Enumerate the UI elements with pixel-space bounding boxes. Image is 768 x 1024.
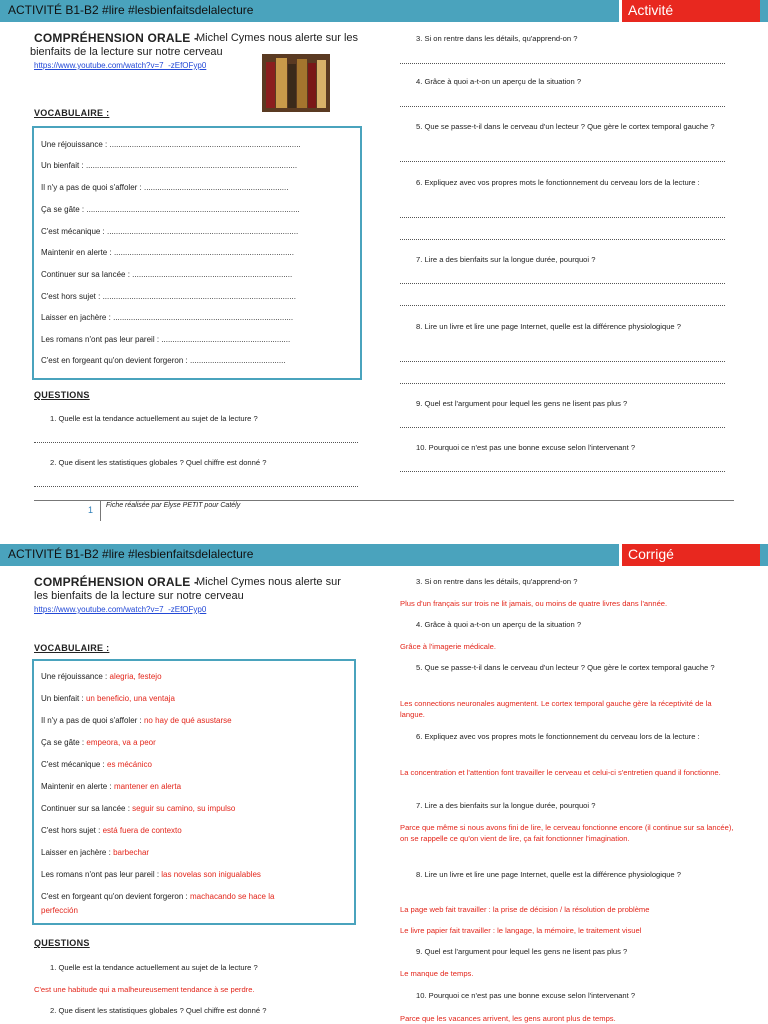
subtitle-line2: les bienfaits de la lecture sur notre cerveau	[34, 590, 244, 602]
vocab-row: Une réjouissance : alegria, festejo	[41, 672, 162, 681]
vocab-row: Il n'y a pas de quoi s'affoler : .................................................................	[41, 183, 289, 192]
question-1: 1. Quelle est la tendance actuellement au sujet de la lecture ?	[50, 414, 258, 423]
corrige-tag-label: Corrigé	[628, 546, 674, 562]
question-1: 1. Quelle est la tendance actuellement au sujet de la lecture ?	[50, 963, 258, 972]
vocab-row: C'est en forgeant qu'on devient forgeron : ...........................................	[41, 356, 286, 365]
vocab-row: C'est en forgeant qu'on devient forgeron : machacando se hace la	[41, 892, 275, 901]
question-4: 4. Grâce à quoi a-t-on un aperçu de la situation ?	[416, 620, 582, 629]
corrige-tag	[619, 544, 760, 566]
video-link[interactable]: https://www.youtube.com/watch?v=7_-zEfOFyp0	[34, 605, 207, 614]
header-bar-bottom	[0, 544, 768, 566]
vocab-heading: VOCABULAIRE :	[34, 643, 110, 653]
subtitle-line1: Michel Cymes nous alerte sur les	[196, 32, 359, 44]
question-7: 7. Lire a des bienfaits sur la longue durée, pourquoi ?	[416, 801, 596, 810]
vocab-row: Un bienfait : un beneficio, una ventaja	[41, 694, 175, 703]
answer-3: Plus d'un français sur trois ne lit jamais, ou moins de quatre livres dans l'année.	[400, 599, 668, 608]
answer-line	[400, 161, 725, 162]
vocab-row: C'est mécanique : ......................................................................................	[41, 227, 299, 236]
footer-divider	[100, 501, 101, 521]
question-2: 2. Que disent les statistiques globales ? Quel chiffre est donné ?	[50, 458, 267, 467]
subtitle-line2: bienfaits de la lecture sur notre cerveau	[30, 46, 223, 58]
answer-line	[400, 361, 725, 362]
answer-6: La concentration et l'attention font travailler le cerveau et celui-ci s'entretien quand il fonctionne.	[400, 768, 721, 777]
answer-line	[400, 239, 725, 240]
vocab-row-continuation: perfección	[41, 906, 78, 915]
answer-line	[400, 63, 725, 64]
answer-8a: La page web fait travailler : la prise de décision / la résolution de problème	[400, 905, 650, 914]
question-7: 7. Lire a des bienfaits sur la longue durée, pourquoi ?	[416, 255, 596, 264]
vocab-row: Il n'y a pas de quoi s'affoler : no hay de qué asustarse	[41, 716, 232, 725]
answer-line	[400, 383, 725, 384]
vocab-row: Ça se gâte : ................................................................................................	[41, 205, 300, 214]
answer-5: Les connections neuronales augmentent. Le cortex temporal gauche gère la réceptivité de la langue.	[400, 699, 712, 719]
header-title: ACTIVITÉ B1-B2 #lire #lesbienfaitsdelalecture	[8, 547, 254, 561]
question-5: 5. Que se passe-t-il dans le cerveau d'un lecteur ? Que gère le cortex temporal gauche ?	[416, 663, 715, 672]
vocab-box	[32, 659, 356, 925]
main-title: COMPRÉHENSION ORALE -	[34, 575, 199, 589]
vocab-row: Continuer sur sa lancée : ........................................................................	[41, 270, 293, 279]
question-8: 8. Lire un livre et lire une page Internet, quelle est la différence physiologique ?	[416, 322, 681, 331]
vocab-row: Maintenir en alerte : mantener en alerta	[41, 782, 182, 791]
activity-tag-label: Activité	[628, 2, 674, 18]
vocab-row: Les romans n'ont pas leur pareil : las novelas son inigualables	[41, 870, 261, 879]
question-3: 3. Si on rentre dans les détails, qu'apprend-on ?	[416, 34, 578, 43]
answer-line	[400, 106, 725, 107]
questions-heading: QUESTIONS	[34, 938, 90, 948]
header-bar-top	[0, 0, 768, 22]
question-9: 9. Quel est l'argument pour lequel les gens ne lisent pas plus ?	[416, 399, 628, 408]
activity-tag	[619, 0, 760, 22]
vocab-row: C'est hors sujet : está fuera de contexto	[41, 826, 182, 835]
vocab-box	[32, 126, 362, 380]
question-8: 8. Lire un livre et lire une page Internet, quelle est la différence physiologique ?	[416, 870, 681, 879]
vocab-row: Laisser en jachère : .................................................................................	[41, 313, 294, 322]
answer-line	[400, 283, 725, 284]
answer-9: Le manque de temps.	[400, 969, 474, 978]
footer-rule	[34, 500, 734, 501]
answer-10: Parce que les vacances arrivent, les gens auront plus de temps.	[400, 1014, 616, 1023]
question-2: 2. Que disent les statistiques globales ? Quel chiffre est donné ?	[50, 1006, 267, 1015]
vocab-row: C'est mécanique : es mécánico	[41, 760, 152, 769]
vocab-row: Ça se gâte : empeora, va a peor	[41, 738, 156, 747]
question-3: 3. Si on rentre dans les détails, qu'apprend-on ?	[416, 577, 578, 586]
vocab-row: C'est hors sujet : .......................................................................................	[41, 292, 296, 301]
vocab-row: Laisser en jachère : barbechar	[41, 848, 150, 857]
answer-4: Grâce à l'imagerie médicale.	[400, 642, 496, 651]
main-title: COMPRÉHENSION ORALE -	[34, 31, 199, 45]
question-10: 10. Pourquoi ce n'est pas une bonne excuse selon l'intervenant ?	[416, 443, 636, 452]
vocab-row: Maintenir en alerte : .................................................................................	[41, 248, 294, 257]
vocab-row: Un bienfait : ...............................................................................................	[41, 161, 298, 170]
question-4: 4. Grâce à quoi a-t-on un aperçu de la situation ?	[416, 77, 582, 86]
vocab-row: Une réjouissance : ......................................................................................	[41, 140, 301, 149]
answer-line	[34, 486, 358, 487]
answer-7: Parce que même si nous avons fini de lire, le cerveau fonctionne encore (il continue sur sa lancée), on se rappelle ce qu'on vient de lire, ça fait fonctionner l'imagination.	[400, 823, 734, 843]
answer-line	[400, 471, 725, 472]
footer-credit: Fiche réalisée par Elyse PETIT pour Catély	[106, 502, 241, 509]
question-6: 6. Expliquez avec vos propres mots le fonctionnement du cerveau lors de la lecture :	[416, 178, 700, 187]
page-number: 1	[88, 505, 94, 515]
question-5: 5. Que se passe-t-il dans le cerveau d'un lecteur ? Que gère le cortex temporal gauche ?	[416, 122, 715, 131]
questions-heading: QUESTIONS	[34, 390, 90, 400]
question-10: 10. Pourquoi ce n'est pas une bonne excuse selon l'intervenant ?	[416, 991, 636, 1000]
vocab-heading: VOCABULAIRE :	[34, 108, 110, 118]
vocab-row: Continuer sur sa lancée : seguir su camino, su impulso	[41, 804, 236, 813]
answer-1: C'est une habitude qui a malheureusement tendance à se perdre.	[34, 985, 255, 994]
answer-line	[400, 305, 725, 306]
books-image	[262, 54, 330, 112]
answer-8b: Le livre papier fait travailler : le langage, la mémoire, le traitement visuel	[400, 926, 642, 935]
question-6: 6. Expliquez avec vos propres mots le fonctionnement du cerveau lors de la lecture :	[416, 732, 700, 741]
answer-line	[400, 427, 725, 428]
subtitle-line1: Michel Cymes nous alerte sur	[196, 576, 341, 588]
question-9: 9. Quel est l'argument pour lequel les gens ne lisent pas plus ?	[416, 947, 628, 956]
answer-line	[34, 442, 358, 443]
answer-line	[400, 217, 725, 218]
vocab-row: Les romans n'ont pas leur pareil : ..........................................................	[41, 335, 291, 344]
video-link[interactable]: https://www.youtube.com/watch?v=7_-zEfOFyp0	[34, 61, 207, 70]
header-title: ACTIVITÉ B1-B2 #lire #lesbienfaitsdelalecture	[8, 3, 254, 17]
